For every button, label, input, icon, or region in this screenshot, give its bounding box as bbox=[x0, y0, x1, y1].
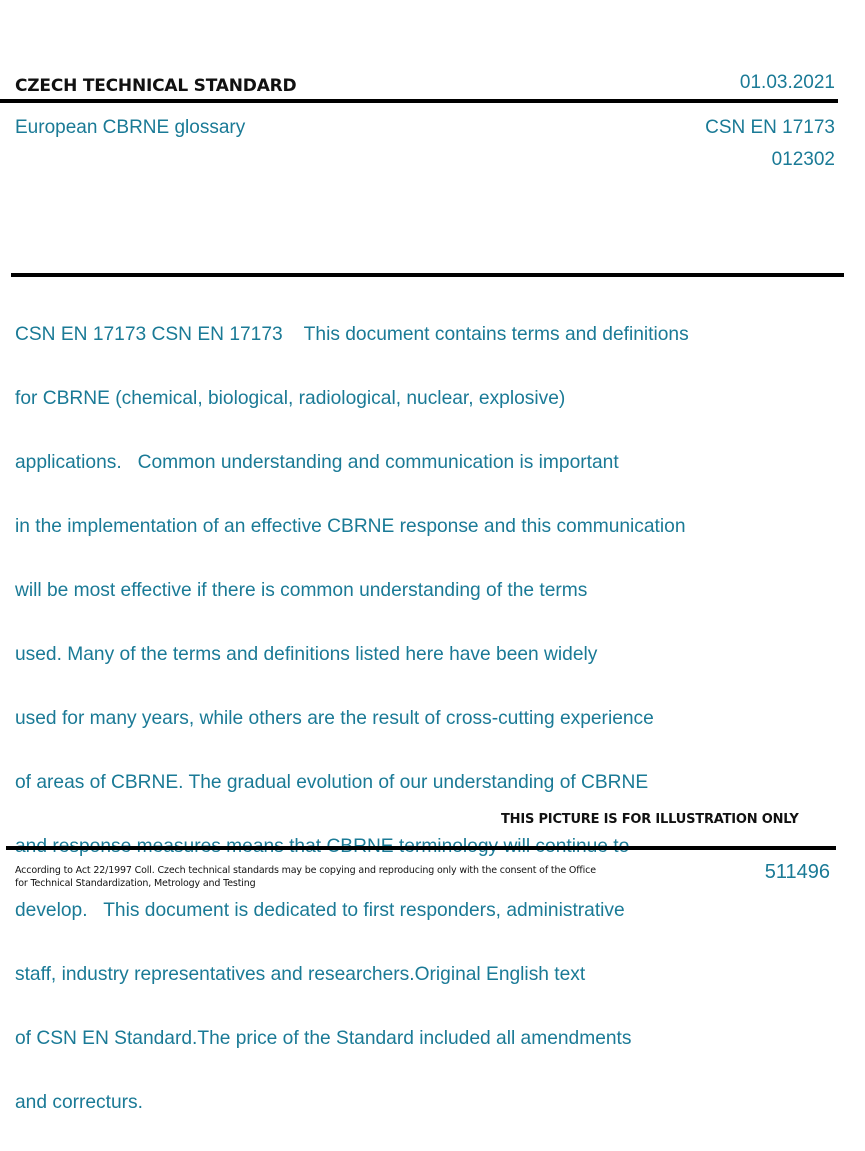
publication-date: 01.03.2021 bbox=[739, 72, 835, 93]
abstract-line: for CBRNE (chemical, biological, radiological, nuclear, explosive) bbox=[15, 388, 566, 409]
abstract-line: applications. Common understanding and communication is important bbox=[15, 452, 619, 473]
abstract-line: develop. This document is dedicated to first responders, administrative bbox=[15, 900, 625, 921]
abstract-text bbox=[15, 287, 805, 1151]
classification-code: 012302 bbox=[771, 149, 835, 170]
abstract-line: of areas of CBRNE. The gradual evolution of our understanding of CBRNE bbox=[15, 772, 649, 793]
header-rule bbox=[0, 99, 838, 103]
legal-notice-line: for Technical Standardization, Metrology and Testing bbox=[15, 878, 256, 889]
abstract-line: used for many years, while others are the result of cross-cutting experience bbox=[15, 708, 654, 729]
section-rule bbox=[11, 273, 844, 277]
abstract-line: CSN EN 17173 CSN EN 17173 This document contains terms and definitions bbox=[15, 324, 689, 345]
illustration-disclaimer: THIS PICTURE IS FOR ILLUSTRATION ONLY bbox=[501, 812, 799, 827]
abstract-line: and correcturs. bbox=[15, 1092, 143, 1113]
document-number: CSN EN 17173 bbox=[705, 117, 835, 138]
catalog-code: 511496 bbox=[764, 861, 830, 883]
abstract-line: of CSN EN Standard.The price of the Standard included all amendments bbox=[15, 1028, 632, 1049]
legal-notice-line: According to Act 22/1997 Coll. Czech technical standards may be copying and reproducing only with the consent of the Office bbox=[15, 865, 596, 876]
abstract-line: staff, industry representatives and researchers.Original English text bbox=[15, 964, 586, 985]
abstract-line: in the implementation of an effective CBRNE response and this communication bbox=[15, 516, 686, 537]
document-title: European CBRNE glossary bbox=[15, 117, 246, 138]
footer-rule bbox=[6, 846, 836, 850]
abstract-line: will be most effective if there is common understanding of the terms bbox=[15, 580, 588, 601]
standard-type-heading: CZECH TECHNICAL STANDARD bbox=[15, 76, 297, 96]
legal-notice bbox=[15, 864, 596, 890]
abstract-line: used. Many of the terms and definitions listed here have been widely bbox=[15, 644, 598, 665]
